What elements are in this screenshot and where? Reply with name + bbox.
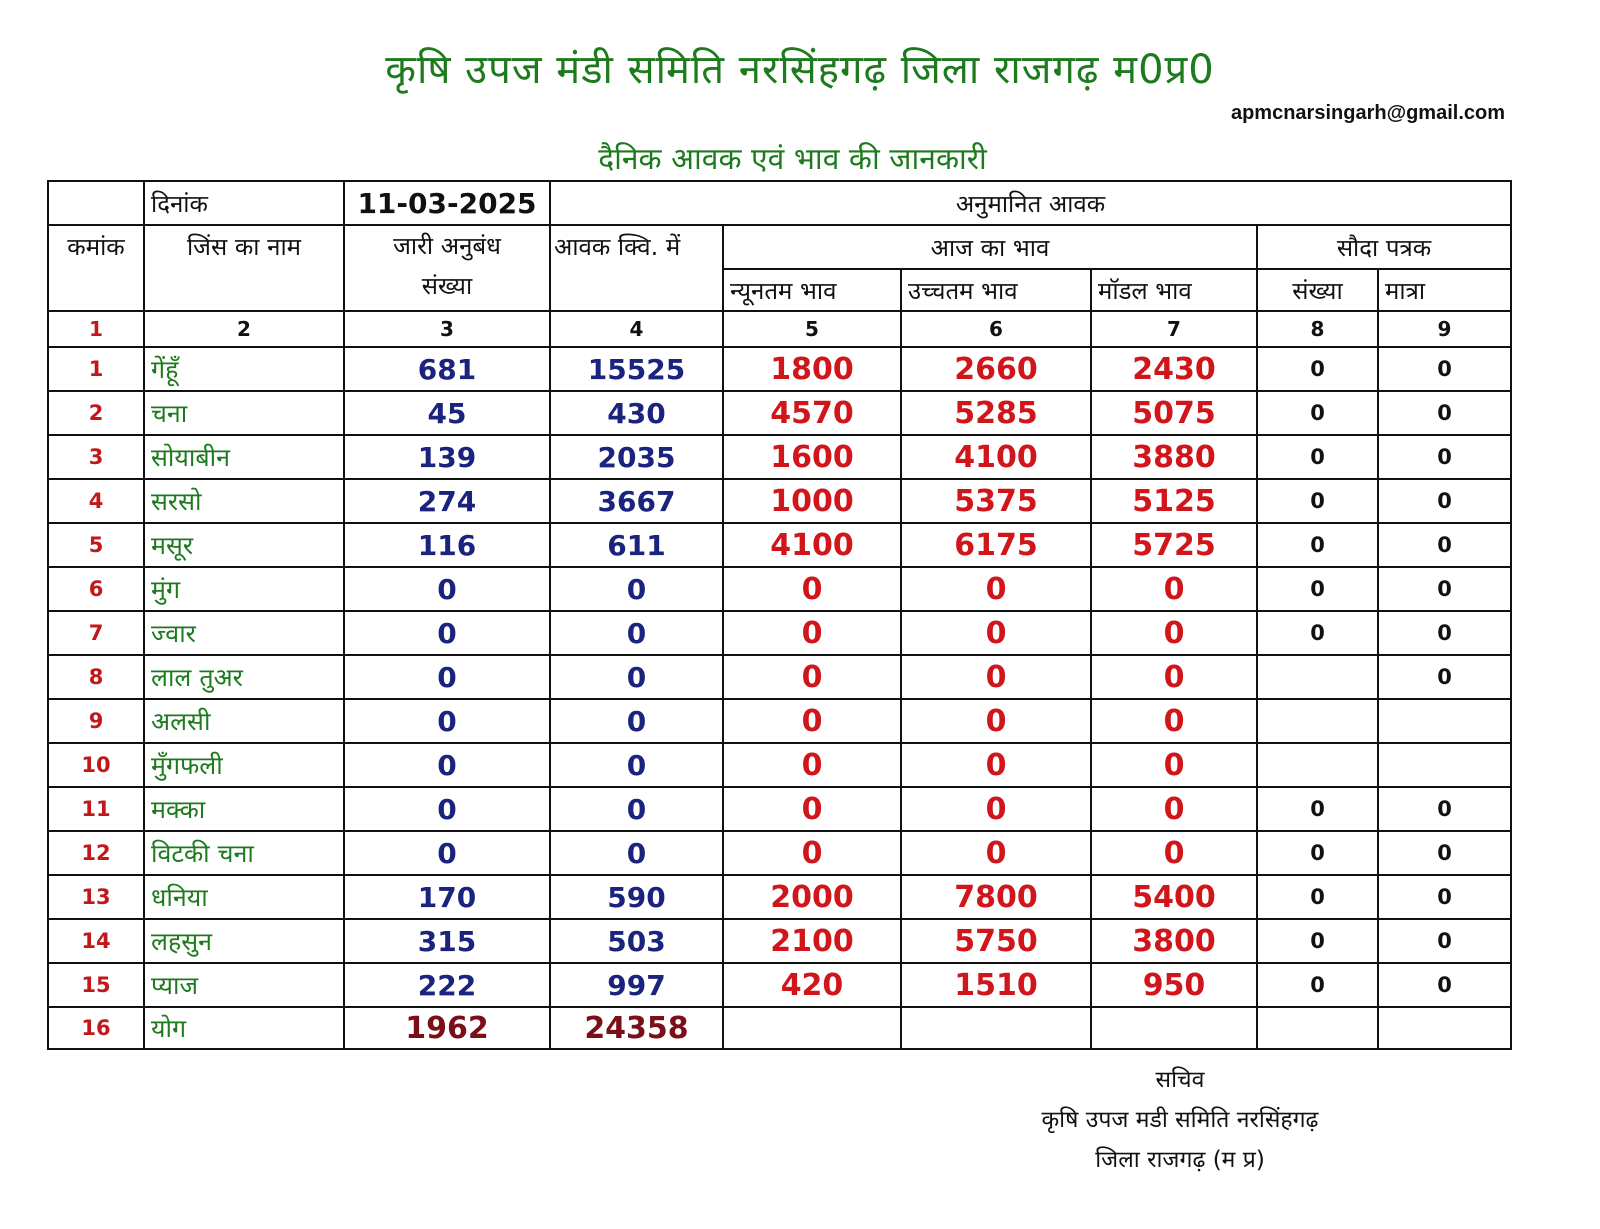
total-row: [48, 1007, 1511, 1049]
deal-quantity: 0: [1378, 875, 1511, 919]
total-serial: 16: [48, 1007, 144, 1049]
max-price: 4100: [901, 435, 1091, 479]
model-price: 5075: [1091, 391, 1257, 435]
estimated-arrival-header: अनुमानित आवक: [550, 181, 1511, 225]
arrival-quintal: 0: [550, 567, 723, 611]
model-price: 0: [1091, 831, 1257, 875]
date-value: 11-03-2025: [344, 181, 550, 225]
row-serial: 10: [48, 743, 144, 787]
arrival-quintal: 0: [550, 699, 723, 743]
row-serial: 1: [48, 347, 144, 391]
crop-name: धनिया: [144, 875, 344, 919]
table-row: [48, 391, 1511, 435]
model-price: 0: [1091, 699, 1257, 743]
table-row: [48, 611, 1511, 655]
table-row: [48, 479, 1511, 523]
min-price: 1600: [723, 435, 901, 479]
crop-name: मुंग: [144, 567, 344, 611]
empty-cell: [901, 1007, 1091, 1049]
table-row: [48, 655, 1511, 699]
max-price: 0: [901, 567, 1091, 611]
table-row: [48, 919, 1511, 963]
crop-name: विटकी चना: [144, 831, 344, 875]
deal-quantity: 0: [1378, 919, 1511, 963]
empty-cell: [1257, 1007, 1378, 1049]
max-price: 0: [901, 611, 1091, 655]
page-title: कृषि उपज मंडी समिति नरसिंहगढ़ जिला राजगढ़ म0प्र0: [385, 47, 1215, 93]
total-label: योग: [144, 1007, 344, 1049]
arrival-quintal: 0: [550, 787, 723, 831]
row-serial: 2: [48, 391, 144, 435]
column-index: 2: [144, 311, 344, 347]
column-index: 9: [1378, 311, 1511, 347]
table-row: [48, 875, 1511, 919]
contracts-count: 0: [344, 831, 550, 875]
row-serial: 6: [48, 567, 144, 611]
column-index: 5: [723, 311, 901, 347]
contracts-count: 0: [344, 699, 550, 743]
crop-name: प्याज: [144, 963, 344, 1007]
arrival-quintal: 590: [550, 875, 723, 919]
deal-quantity: 0: [1378, 391, 1511, 435]
model-price-header: मॉडल भाव: [1091, 269, 1257, 311]
page-subtitle: दैनिक आवक एवं भाव की जानकारी: [598, 142, 987, 177]
total-arrival: 24358: [550, 1007, 723, 1049]
contracts-count: 0: [344, 787, 550, 831]
min-price: 0: [723, 699, 901, 743]
model-price: 3880: [1091, 435, 1257, 479]
column-index-row: [48, 311, 1511, 347]
max-price: 1510: [901, 963, 1091, 1007]
deal-quantity: 0: [1378, 611, 1511, 655]
min-price: 0: [723, 655, 901, 699]
row-serial: 4: [48, 479, 144, 523]
crop-name: सरसो: [144, 479, 344, 523]
date-label: दिनांक: [144, 181, 344, 225]
column-index: 8: [1257, 311, 1378, 347]
min-price: 1000: [723, 479, 901, 523]
signature-title: सचिव: [1155, 1067, 1205, 1093]
arrival-quintal: 0: [550, 611, 723, 655]
deal-quantity: [1378, 743, 1511, 787]
deal-count: 0: [1257, 391, 1378, 435]
column-index: 1: [48, 311, 144, 347]
deal-quantity: [1378, 699, 1511, 743]
deal-count: 0: [1257, 567, 1378, 611]
deal-count: 0: [1257, 963, 1378, 1007]
contracts-header: जारी अनुबंध संख्या: [344, 225, 550, 311]
crop-name: मसूर: [144, 523, 344, 567]
contracts-count: 0: [344, 567, 550, 611]
deal-count: 0: [1257, 347, 1378, 391]
model-price: 0: [1091, 743, 1257, 787]
max-price: 7800: [901, 875, 1091, 919]
deal-quantity: 0: [1378, 523, 1511, 567]
model-price: 0: [1091, 655, 1257, 699]
deal-count: [1257, 743, 1378, 787]
min-price: 2100: [723, 919, 901, 963]
max-price-header: उच्चतम भाव: [901, 269, 1091, 311]
contracts-count: 0: [344, 655, 550, 699]
serial-header: कमांक: [48, 225, 144, 311]
row-serial: 15: [48, 963, 144, 1007]
max-price: 6175: [901, 523, 1091, 567]
arrival-quintal: 0: [550, 743, 723, 787]
row-serial: 12: [48, 831, 144, 875]
table-row: [48, 523, 1511, 567]
arrival-quintal: 503: [550, 919, 723, 963]
arrival-quintal: 611: [550, 523, 723, 567]
total-contracts: 1962: [344, 1007, 550, 1049]
crop-name: ज्वार: [144, 611, 344, 655]
min-price-header: न्यूनतम भाव: [723, 269, 901, 311]
column-index: 3: [344, 311, 550, 347]
model-price: 0: [1091, 787, 1257, 831]
max-price: 5285: [901, 391, 1091, 435]
max-price: 5750: [901, 919, 1091, 963]
deal-count: 0: [1257, 479, 1378, 523]
deal-quantity: 0: [1378, 567, 1511, 611]
arrival-quintal: 15525: [550, 347, 723, 391]
table-row: [48, 347, 1511, 391]
min-price: 4570: [723, 391, 901, 435]
contracts-count: 139: [344, 435, 550, 479]
row-serial: 14: [48, 919, 144, 963]
crop-name: मक्का: [144, 787, 344, 831]
model-price: 3800: [1091, 919, 1257, 963]
deal-quantity: 0: [1378, 787, 1511, 831]
row-serial: 9: [48, 699, 144, 743]
deal-count: 0: [1257, 611, 1378, 655]
max-price: 5375: [901, 479, 1091, 523]
count-header: संख्या: [1257, 269, 1378, 311]
arrival-quintal: 430: [550, 391, 723, 435]
arrival-header: आवक क्वि. में: [550, 225, 723, 311]
quantity-header: मात्रा: [1378, 269, 1511, 311]
max-price: 0: [901, 787, 1091, 831]
column-index: 6: [901, 311, 1091, 347]
min-price: 0: [723, 787, 901, 831]
deal-quantity: 0: [1378, 347, 1511, 391]
deal-count: 0: [1257, 875, 1378, 919]
contracts-count: 274: [344, 479, 550, 523]
row-serial: 8: [48, 655, 144, 699]
column-index: 7: [1091, 311, 1257, 347]
table-row: [48, 963, 1511, 1007]
min-price: 0: [723, 611, 901, 655]
contracts-count: 315: [344, 919, 550, 963]
row-serial: 5: [48, 523, 144, 567]
model-price: 5125: [1091, 479, 1257, 523]
deal-count: [1257, 699, 1378, 743]
crop-name: लहसुन: [144, 919, 344, 963]
deal-count: 0: [1257, 435, 1378, 479]
max-price: 0: [901, 655, 1091, 699]
arrival-quintal: 3667: [550, 479, 723, 523]
row-serial: 7: [48, 611, 144, 655]
crop-name-header: जिंस का नाम: [144, 225, 344, 311]
model-price: 5400: [1091, 875, 1257, 919]
deal-count: 0: [1257, 523, 1378, 567]
deal-quantity: 0: [1378, 655, 1511, 699]
deal-count: 0: [1257, 787, 1378, 831]
model-price: 5725: [1091, 523, 1257, 567]
contact-email: apmcnarsingarh@gmail.com: [1230, 102, 1505, 124]
contracts-count: 222: [344, 963, 550, 1007]
deal-count: 0: [1257, 831, 1378, 875]
max-price: 0: [901, 743, 1091, 787]
min-price: 0: [723, 567, 901, 611]
deal-sheet-header: सौदा पत्रक: [1257, 225, 1511, 269]
signature-org: कृषि उपज मडी समिति नरसिंहगढ़: [1041, 1107, 1319, 1133]
model-price: 0: [1091, 611, 1257, 655]
max-price: 2660: [901, 347, 1091, 391]
min-price: 1800: [723, 347, 901, 391]
min-price: 420: [723, 963, 901, 1007]
model-price: 0: [1091, 567, 1257, 611]
arrival-quintal: 2035: [550, 435, 723, 479]
arrival-quintal: 997: [550, 963, 723, 1007]
empty-cell: [1091, 1007, 1257, 1049]
deal-count: 0: [1257, 919, 1378, 963]
max-price: 0: [901, 699, 1091, 743]
model-price: 950: [1091, 963, 1257, 1007]
crop-name: मुँगफली: [144, 743, 344, 787]
contracts-count: 0: [344, 743, 550, 787]
model-price: 2430: [1091, 347, 1257, 391]
table-row: [48, 787, 1511, 831]
min-price: 0: [723, 831, 901, 875]
table-row: [48, 699, 1511, 743]
row-serial: 13: [48, 875, 144, 919]
crop-name: लाल तुअर: [144, 655, 344, 699]
deal-quantity: 0: [1378, 479, 1511, 523]
crop-name: सोयाबीन: [144, 435, 344, 479]
table-row: [48, 743, 1511, 787]
contracts-count: 170: [344, 875, 550, 919]
contracts-count: 0: [344, 611, 550, 655]
deal-quantity: 0: [1378, 831, 1511, 875]
today-price-header: आज का भाव: [723, 225, 1257, 269]
crop-name: चना: [144, 391, 344, 435]
empty-cell: [1378, 1007, 1511, 1049]
contracts-count: 681: [344, 347, 550, 391]
min-price: 2000: [723, 875, 901, 919]
min-price: 0: [723, 743, 901, 787]
arrival-quintal: 0: [550, 831, 723, 875]
table-row: [48, 567, 1511, 611]
row-serial: 3: [48, 435, 144, 479]
table-row: [48, 831, 1511, 875]
deal-count: [1257, 655, 1378, 699]
contracts-count: 45: [344, 391, 550, 435]
table-row: [48, 435, 1511, 479]
min-price: 4100: [723, 523, 901, 567]
crop-name: गेंहूँ: [144, 347, 344, 391]
deal-quantity: 0: [1378, 435, 1511, 479]
blank-cell: [48, 181, 144, 225]
contracts-count: 116: [344, 523, 550, 567]
arrival-quintal: 0: [550, 655, 723, 699]
row-serial: 11: [48, 787, 144, 831]
signature-district: जिला राजगढ़ (म प्र): [1095, 1147, 1265, 1173]
signature-block: [1000, 1060, 1360, 1180]
column-index: 4: [550, 311, 723, 347]
max-price: 0: [901, 831, 1091, 875]
deal-quantity: 0: [1378, 963, 1511, 1007]
crop-name: अलसी: [144, 699, 344, 743]
empty-cell: [723, 1007, 901, 1049]
price-arrival-table: [47, 180, 1512, 1050]
